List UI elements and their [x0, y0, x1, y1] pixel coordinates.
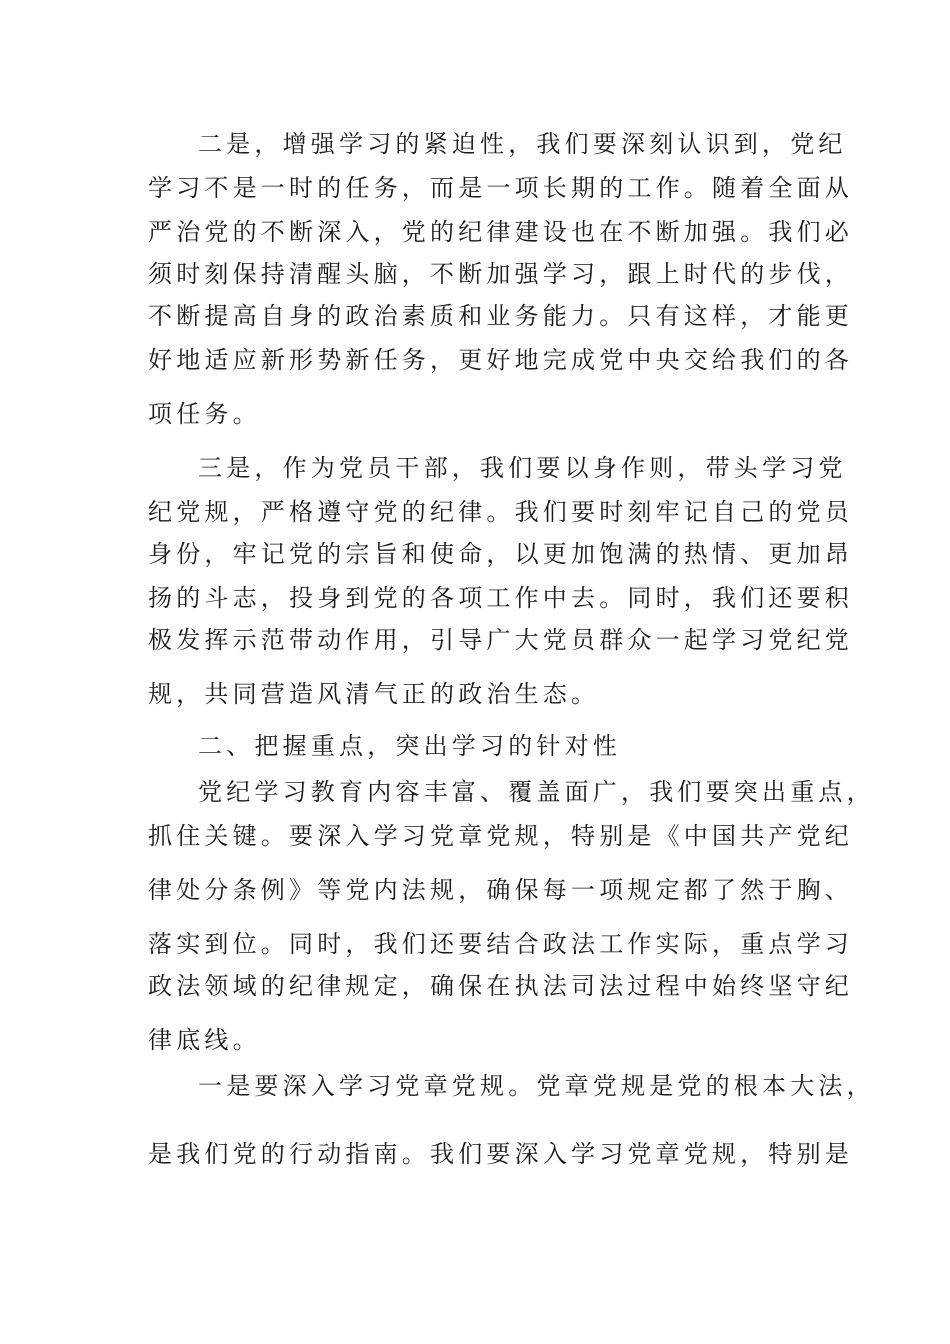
paragraph-line: 是我们党的行动指南。我们要深入学习党章党规，特别是 — [148, 1140, 853, 1168]
paragraph-line: 学习不是一时的任务，而是一项长期的工作。随着全面从 — [148, 174, 853, 202]
paragraph-line: 三是，作为党员干部，我们要以身作则，带头学习党 — [198, 454, 847, 482]
paragraph-line: 项任务。 — [148, 400, 261, 428]
section-heading: 二、把握重点，突出学习的针对性 — [198, 732, 621, 760]
paragraph-line: 身份，牢记党的宗旨和使命，以更加饱满的热情、更加昂 — [148, 540, 853, 568]
paragraph-line: 二是，增强学习的紧迫性，我们要深刻认识到，党纪 — [198, 130, 847, 158]
paragraph-line: 落实到位。同时，我们还要结合政法工作实际，重点学习 — [148, 930, 853, 958]
paragraph-line: 律处分条例》等党内法规，确保每一项规定都了然于胸、 — [148, 876, 853, 904]
paragraph-line: 规，共同营造风清气正的政治生态。 — [148, 680, 600, 708]
paragraph-line: 一是要深入学习党章党规。党章党规是党的根本大法， — [198, 1072, 875, 1100]
paragraph-line: 严治党的不断深入，党的纪律建设也在不断加强。我们必 — [148, 218, 853, 246]
paragraph-line: 律底线。 — [148, 1026, 261, 1054]
paragraph-line: 须时刻保持清醒头脑，不断加强学习，跟上时代的步伐， — [148, 260, 853, 288]
paragraph-line: 政法领域的纪律规定，确保在执法司法过程中始终坚守纪 — [148, 972, 853, 1000]
paragraph-line: 抓住关键。要深入学习党章党规，特别是《中国共产党纪 — [148, 822, 853, 850]
paragraph-line: 不断提高自身的政治素质和业务能力。只有这样，才能更 — [148, 302, 853, 330]
paragraph-line: 纪党规，严格遵守党的纪律。我们要时刻牢记自己的党员 — [148, 498, 853, 526]
paragraph-line: 扬的斗志，投身到党的各项工作中去。同时，我们还要积 — [148, 584, 853, 612]
paragraph-line: 极发挥示范带动作用，引导广大党员群众一起学习党纪党 — [148, 626, 853, 654]
paragraph-line: 好地适应新形势新任务，更好地完成党中央交给我们的各 — [148, 346, 853, 374]
paragraph-line: 党纪学习教育内容丰富、覆盖面广，我们要突出重点， — [198, 778, 875, 806]
